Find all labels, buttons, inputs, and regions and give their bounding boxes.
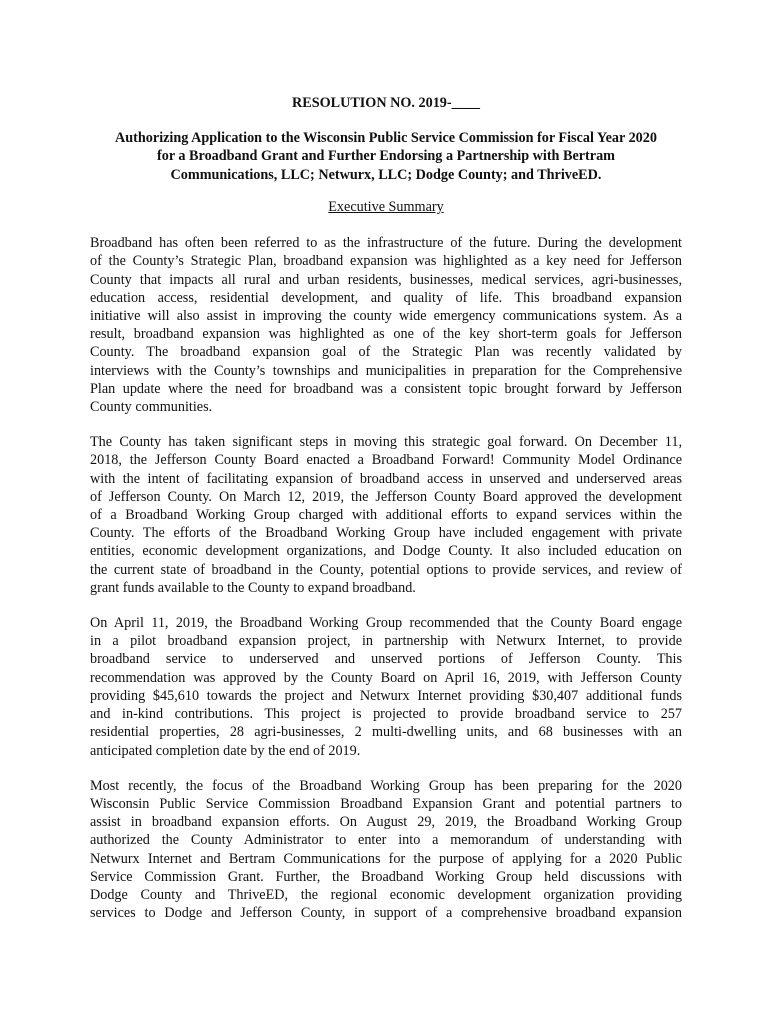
paragraph-line: in a pilot broadband expansion project, in partnership with Netwurx Internet, to provide <box>90 633 682 650</box>
paragraph-line: assist in broadband expansion efforts. On August 29, 2019, the Broadband Working Group <box>90 814 682 831</box>
paragraph-line: providing $45,610 towards the project and Netwurx Internet providing $30,407 additional funds <box>90 687 682 704</box>
paragraph-line: County communities. <box>90 399 213 416</box>
title-line: for a Broadband Grant and Further Endorsing a Partnership with Bertram <box>157 148 615 165</box>
paragraph-line: of a Broadband Working Group charged with additional efforts to expand services within the <box>90 507 682 524</box>
paragraph-line: services to Dodge and Jefferson County, in support of a comprehensive broadband expansion <box>90 905 682 922</box>
paragraph-line: recommendation was approved by the County Board on April 16, 2019, with Jefferson County <box>90 669 682 686</box>
paragraph <box>90 777 682 923</box>
title-line: Communications, LLC; Netwurx, LLC; Dodge County; and ThriveED. <box>170 166 602 183</box>
paragraph-line: Broadband has often been referred to as the infrastructure of the future. During the development <box>90 235 682 252</box>
paragraph-line: County that impacts all rural and urban residents, businesses, medical services, agri-businesses, <box>90 271 682 288</box>
paragraph-line: with the intent of facilitating expansion of broadband access in unserved and underserved areas <box>90 470 682 487</box>
paragraph <box>90 433 682 597</box>
resolution-number: RESOLUTION NO. 2019-____ <box>291 95 480 111</box>
resolution-title <box>90 129 682 184</box>
paragraph-line: Service Commission Grant. Further, the Broadband Working Group held discussions with <box>90 868 682 885</box>
paragraph-line: Most recently, the focus of the Broadband Working Group has been preparing for the 2020 <box>90 777 682 794</box>
paragraph-line: interviews with the County’s townships and municipalities in preparation for the Comprehensive <box>90 362 682 379</box>
section-heading-executive-summary: Executive Summary <box>328 199 444 216</box>
paragraph-line: entities, economic development organizations, and Dodge County. It also included education on <box>90 543 682 560</box>
paragraph-line: of the County’s Strategic Plan, broadband expansion was highlighted as a key need for Jefferson <box>90 253 682 270</box>
paragraph-line: result, broadband expansion was highlighted as one of the key short-term goals for Jefferson <box>90 326 682 343</box>
paragraph-line: On April 11, 2019, the Broadband Working Group recommended that the County Board engage <box>90 615 682 632</box>
paragraph <box>90 614 682 760</box>
paragraph-line: the current state of broadband in the County, potential options to provide services, and review of <box>90 561 682 578</box>
document-body <box>90 94 682 939</box>
paragraph-line: residential properties, 28 agri-businesses, 2 multi-dwelling units, and 68 businesses with an <box>90 724 682 741</box>
paragraph-line: broadband service to underserved and unserved portions of Jefferson County. This <box>90 651 682 668</box>
paragraph-line: Netwurx Internet and Bertram Communications for the purpose of applying for a 2020 Public <box>90 850 682 867</box>
paragraph-line: grant funds available to the County to expand broadband. <box>90 579 416 596</box>
title-line: Authorizing Application to the Wisconsin Public Service Commission for Fiscal Year 2020 <box>115 130 657 146</box>
paragraph-line: Wisconsin Public Service Commission Broadband Expansion Grant and potential partners to <box>90 795 682 812</box>
paragraph-line: education access, residential development, and quality of life. This broadband expansion <box>90 289 682 306</box>
paragraph-line: anticipated completion date by the end of 2019. <box>90 742 361 759</box>
paragraph-line: The County has taken significant steps in moving this strategic goal forward. On December 11, <box>90 434 682 451</box>
paragraph-line: and in-kind contributions. This project is projected to provide broadband service to 257 <box>90 706 682 723</box>
paragraph <box>90 234 682 416</box>
paragraph-line: authorized the County Administrator to enter into a memorandum of understanding with <box>90 832 682 849</box>
paragraph-line: County. The broadband expansion goal of the Strategic Plan was recently validated by <box>90 344 682 361</box>
paragraph-line: Dodge County and ThriveED, the regional economic development organization providing <box>90 886 682 903</box>
paragraph-line: 2018, the Jefferson County Board enacted a Broadband Forward! Community Model Ordinance <box>90 452 682 469</box>
paragraph-line: County. The efforts of the Broadband Working Group have included engagement with private <box>90 525 682 542</box>
paragraph-line: initiative will also assist in improving the county wide emergency communications system. As a <box>90 308 682 325</box>
paragraph-line: of Jefferson County. On March 12, 2019, the Jefferson County Board approved the development <box>90 488 682 505</box>
paragraph-line: Plan update where the need for broadband was a consistent topic brought forward by Jefferson <box>90 380 682 397</box>
paragraphs-container <box>90 234 682 922</box>
